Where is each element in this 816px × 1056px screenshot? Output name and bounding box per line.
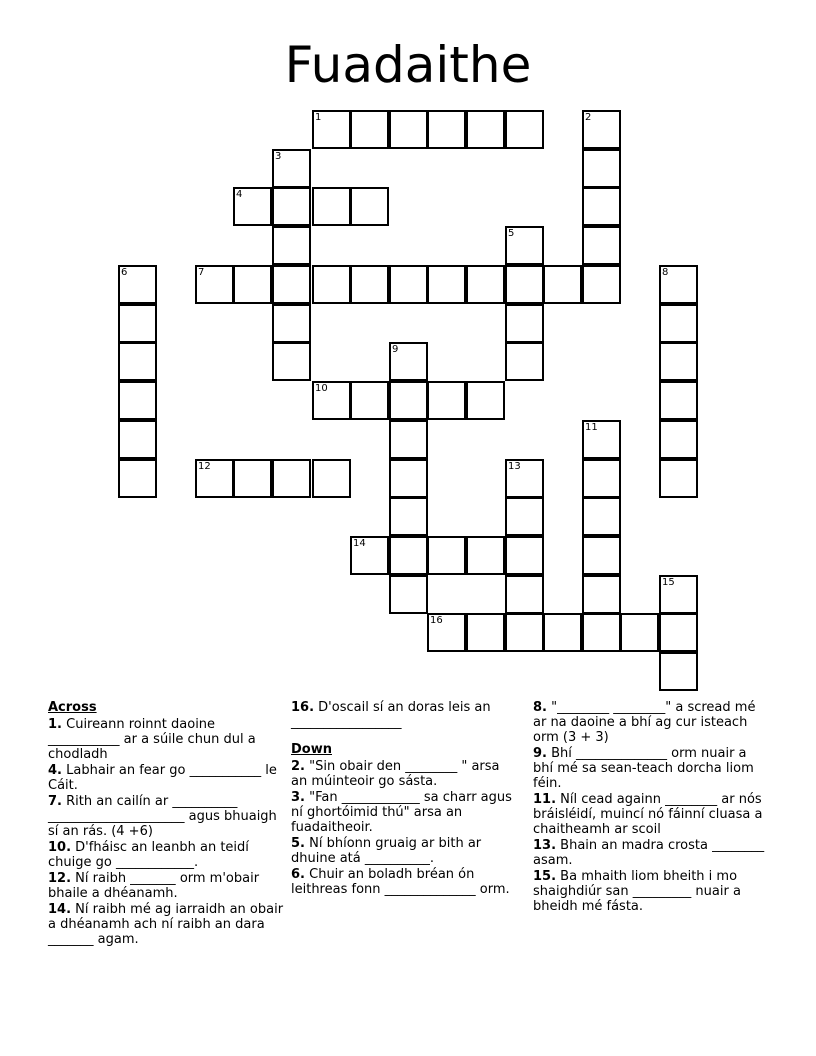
grid-cell[interactable] xyxy=(312,265,351,304)
clue-text: Ní bhíonn gruaig ar bith ar dhuine atá __________. xyxy=(291,836,482,866)
clue-number: 13. xyxy=(533,838,557,853)
clue-number: 5. xyxy=(291,836,305,851)
grid-cell[interactable] xyxy=(389,381,428,420)
cell-number: 11 xyxy=(585,422,598,433)
grid-cell[interactable] xyxy=(466,536,505,575)
clue-text: Rith an cailín ar __________ _____________________ agus bhuaigh sí an rás. (4 +6) xyxy=(48,794,277,839)
grid-cell[interactable] xyxy=(312,381,351,420)
grid-cell[interactable] xyxy=(659,381,698,420)
across-clue xyxy=(48,717,284,762)
cell-number: 1 xyxy=(315,112,322,123)
grid-cell[interactable] xyxy=(466,381,505,420)
grid-cell[interactable] xyxy=(582,110,621,149)
clue-text: Cuireann roinnt daoine ___________ ar a súile chun dul a chodladh xyxy=(48,717,256,762)
grid-cell[interactable] xyxy=(233,459,272,498)
grid-cell[interactable] xyxy=(505,226,544,265)
down-clue xyxy=(291,836,513,866)
grid-cell[interactable] xyxy=(620,613,659,652)
grid-cell[interactable] xyxy=(427,381,466,420)
down-clue xyxy=(291,790,513,835)
clue-number: 4. xyxy=(48,763,62,778)
grid-cell[interactable] xyxy=(118,304,157,343)
grid-cell[interactable] xyxy=(118,459,157,498)
grid-cell[interactable] xyxy=(505,497,544,536)
grid-cell[interactable] xyxy=(389,497,428,536)
grid-cell[interactable] xyxy=(350,381,389,420)
grid-cell[interactable] xyxy=(312,110,351,149)
grid-cell[interactable] xyxy=(582,575,621,614)
grid-cell[interactable] xyxy=(427,265,466,304)
grid-cell[interactable] xyxy=(118,342,157,381)
grid-cell[interactable] xyxy=(389,536,428,575)
grid-cell[interactable] xyxy=(272,149,311,188)
grid-cell[interactable] xyxy=(427,536,466,575)
grid-cell[interactable] xyxy=(582,226,621,265)
clue-text: "Sin obair den ________ " arsa an múinteoir go sásta. xyxy=(291,759,500,789)
down-clue xyxy=(533,838,768,868)
clue-number: 15. xyxy=(533,869,557,884)
grid-cell[interactable] xyxy=(659,459,698,498)
clue-text: Bhí ______________ orm nuair a bhí mé sa sean-teach dorcha liom féin. xyxy=(533,746,754,791)
grid-cell[interactable] xyxy=(659,652,698,691)
cell-number: 16 xyxy=(430,615,443,626)
grid-cell[interactable] xyxy=(272,342,311,381)
grid-cell[interactable] xyxy=(582,187,621,226)
grid-cell[interactable] xyxy=(659,304,698,343)
clues-column-1 xyxy=(48,700,284,948)
clue-number: 10. xyxy=(48,840,72,855)
clue-number: 6. xyxy=(291,867,305,882)
clue-number: 7. xyxy=(48,794,62,809)
across-clue xyxy=(291,700,513,730)
grid-cell[interactable] xyxy=(505,304,544,343)
clue-text: Níl cead againn ________ ar nós bráisléidí, muincí nó fáinní cluasa a chaitheamh ar scoil xyxy=(533,792,763,837)
grid-cell[interactable] xyxy=(350,265,389,304)
grid-cell[interactable] xyxy=(582,149,621,188)
down-clue xyxy=(533,700,768,745)
grid-cell[interactable] xyxy=(272,459,311,498)
grid-cell[interactable] xyxy=(466,613,505,652)
grid-cell[interactable] xyxy=(505,459,544,498)
clue-number: 2. xyxy=(291,759,305,774)
across-clue xyxy=(48,840,284,870)
grid-cell[interactable] xyxy=(466,110,505,149)
cell-number: 7 xyxy=(198,267,205,278)
cell-number: 14 xyxy=(353,538,366,549)
down-clue xyxy=(291,759,513,789)
down-clue xyxy=(533,792,768,837)
across-clue xyxy=(48,871,284,901)
grid-cell[interactable] xyxy=(118,381,157,420)
cell-number: 6 xyxy=(121,267,128,278)
cell-number: 13 xyxy=(508,461,521,472)
clue-number: 11. xyxy=(533,792,557,807)
cell-number: 10 xyxy=(315,383,328,394)
across-clue xyxy=(48,794,284,839)
grid-cell[interactable] xyxy=(505,110,544,149)
across-clue xyxy=(48,763,284,793)
grid-cell[interactable] xyxy=(427,110,466,149)
grid-cell[interactable] xyxy=(272,187,311,226)
grid-cell[interactable] xyxy=(350,536,389,575)
clue-text: Ní raibh _______ orm m'obair bhaile a dhéanamh. xyxy=(48,871,260,901)
clue-number: 8. xyxy=(533,700,547,715)
clue-number: 3. xyxy=(291,790,305,805)
cell-number: 15 xyxy=(662,577,675,588)
grid-cell[interactable] xyxy=(543,265,582,304)
grid-cell[interactable] xyxy=(582,536,621,575)
clue-text: D'oscail sí an doras leis an _________________ xyxy=(291,700,491,730)
grid-cell[interactable] xyxy=(118,265,157,304)
grid-cell[interactable] xyxy=(350,110,389,149)
clue-text: Labhair an fear go ___________ le Cáit. xyxy=(48,763,277,793)
grid-cell[interactable] xyxy=(582,613,621,652)
clue-text: Ní raibh mé ag iarraidh an obair a dhéanamh ach ní raibh an dara _______ agam. xyxy=(48,902,284,947)
cell-number: 9 xyxy=(392,344,399,355)
grid-cell[interactable] xyxy=(389,459,428,498)
clue-text: "________ ________" a scread mé ar na daoine a bhí ag cur isteach orm (3 + 3) xyxy=(533,700,756,745)
grid-cell[interactable] xyxy=(233,265,272,304)
clues-column-3 xyxy=(533,700,768,915)
grid-cell[interactable] xyxy=(195,265,234,304)
grid-cell[interactable] xyxy=(427,613,466,652)
clue-number: 16. xyxy=(291,700,315,715)
cell-number: 3 xyxy=(275,151,282,162)
grid-cell[interactable] xyxy=(118,420,157,459)
grid-cell[interactable] xyxy=(582,459,621,498)
grid-cell[interactable] xyxy=(659,342,698,381)
cell-number: 2 xyxy=(585,112,592,123)
clue-number: 14. xyxy=(48,902,72,917)
grid-cell[interactable] xyxy=(272,304,311,343)
grid-cell[interactable] xyxy=(659,420,698,459)
grid-cell[interactable] xyxy=(389,575,428,614)
clue-number: 9. xyxy=(533,746,547,761)
across-clue xyxy=(48,902,284,947)
clue-text: D'fháisc an leanbh an teidí chuige go ____________. xyxy=(48,840,249,870)
grid-cell[interactable] xyxy=(582,497,621,536)
grid-cell[interactable] xyxy=(505,575,544,614)
puzzle-title: Fuadaithe xyxy=(284,36,532,94)
grid-cell[interactable] xyxy=(389,342,428,381)
grid-cell[interactable] xyxy=(543,613,582,652)
grid-cell[interactable] xyxy=(350,187,389,226)
grid-cell[interactable] xyxy=(582,265,621,304)
grid-cell[interactable] xyxy=(505,342,544,381)
cell-number: 12 xyxy=(198,461,211,472)
grid-cell[interactable] xyxy=(312,187,351,226)
clue-text: "Fan ____________ sa charr agus ní ghortóimid thú" arsa an fuadaitheoir. xyxy=(291,790,512,835)
cell-number: 5 xyxy=(508,228,515,239)
down-heading: Down xyxy=(291,742,332,757)
down-clue xyxy=(533,746,768,791)
clue-text: Ba mhaith liom bheith i mo shaighdiúr san _________ nuair a bheidh mé fásta. xyxy=(533,869,741,914)
grid-cell[interactable] xyxy=(659,575,698,614)
grid-cell[interactable] xyxy=(312,459,351,498)
grid-cell[interactable] xyxy=(389,420,428,459)
grid-cell[interactable] xyxy=(659,613,698,652)
across-heading: Across xyxy=(48,700,97,715)
grid-cell[interactable] xyxy=(389,110,428,149)
grid-cell[interactable] xyxy=(389,265,428,304)
grid-cell[interactable] xyxy=(582,420,621,459)
grid-cell[interactable] xyxy=(659,265,698,304)
grid-cell[interactable] xyxy=(505,536,544,575)
clues-column-2 xyxy=(291,700,513,898)
grid-cell[interactable] xyxy=(466,265,505,304)
cell-number: 8 xyxy=(662,267,669,278)
grid-cell[interactable] xyxy=(195,459,234,498)
clue-number: 1. xyxy=(48,717,62,732)
grid-cell[interactable] xyxy=(505,265,544,304)
clue-text: Chuir an boladh bréan ón leithreas fonn ______________ orm. xyxy=(291,867,510,897)
grid-cell[interactable] xyxy=(505,613,544,652)
clue-number: 12. xyxy=(48,871,72,886)
down-clue xyxy=(533,869,768,914)
cell-number: 4 xyxy=(236,189,243,200)
clue-text: Bhain an madra crosta ________ asam. xyxy=(533,838,765,868)
grid-cell[interactable] xyxy=(233,187,272,226)
grid-cell[interactable] xyxy=(272,265,311,304)
down-clue xyxy=(291,867,513,897)
grid-cell[interactable] xyxy=(272,226,311,265)
